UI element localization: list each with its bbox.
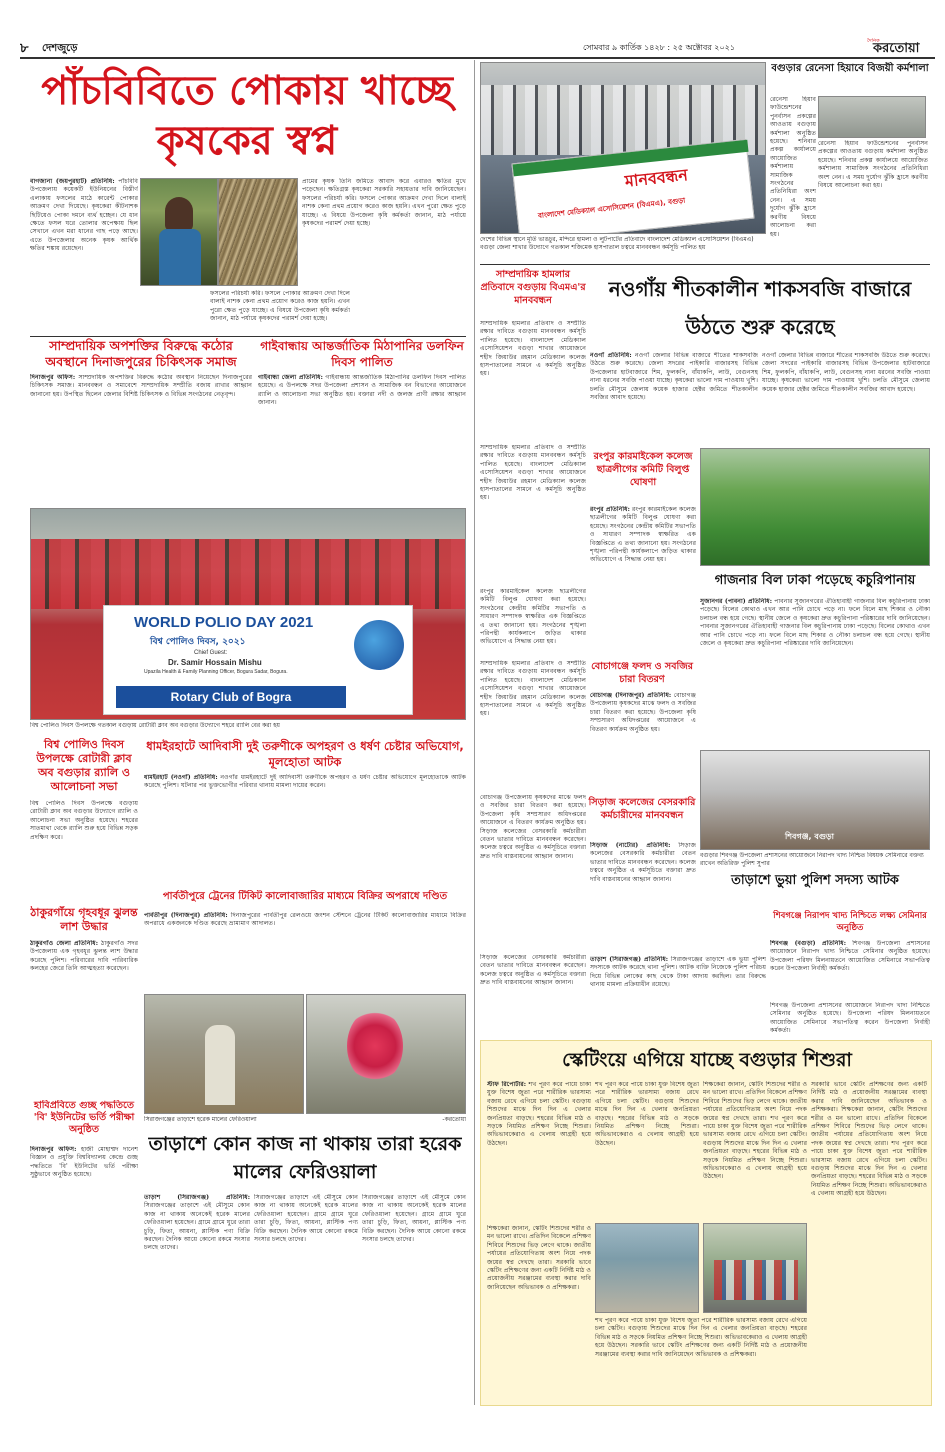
paragraph: পাবনার সুজানগরের ঐতিহ্যবাহী গাজনার বিল কচুরিপানায় ঢাকা পড়েছে। বিলের কোথাও এখন আর পানি চোখে পড়ে না। ফলে বিলে মাছ শিকার ও নৌকা চলাচল বন্ধ হয়ে গেছে। স্থানীয় জেলে ও কৃষকেরা দ্রুত কচুরিপানা পরিষ্কারের দাবি জানিয়েছেন। <box>700 598 930 622</box>
polio-banner-club: Rotary Club of Bogra <box>116 686 346 708</box>
siraj-body-2 <box>480 954 586 1036</box>
paragraph: সিড়াজ কলেজের বেসরকারি কর্মচারীরা বেতন ভাতার দাবিতে মানববন্ধন করেছেন। কলেজ চত্বরে অনুষ্ঠিত এ কর্মসূচিতে বক্তারা দ্রুত দাবি বাস্তবায়নের আহ্বান জানান। <box>480 954 586 987</box>
dateline: সিড়াজ (নাটোর) প্রতিনিধি: <box>590 842 671 849</box>
bma-body <box>480 320 586 440</box>
paragraph: শিবগঞ্জ উপজেলা প্রশাসনের আয়োজনে নিরাপদ খাদ্য নিশ্চিতে সেমিনার অনুষ্ঠিত হয়েছে। উপজেলা পরিষদ মিলনায়তনে আয়োজিত সেমিনারে সভাপতিত্ব করেন উপজেলা নির্বাহী কর্মকর্তা। <box>770 1002 930 1035</box>
photo-damaged-rice <box>218 178 298 286</box>
paragraph: সাম্প্রদায়িক অপশক্তির বিরুদ্ধে কঠোর অবস্থান নিয়েছেন দিনাজপুরের চিকিৎসক সমাজ। মানববন্ধন ও সমাবেশে সাম্প্রদায়িক সম্প্রীতি বজায় রাখার আহ্বান জানানো হয়। উপস্থিত ছিলেন জেলার বিশিষ্ট চিকিৎসক ও বিভিন্ন সংগঠনের নেতৃবৃন্দ। <box>30 374 252 398</box>
headline-siraj: সিড়াজ কলেজের বেসরকারি কর্মচারীদের মানববন্ধন <box>588 797 696 821</box>
dateline: রংপুর প্রতিনিধি: <box>590 506 630 513</box>
paragraph: নওগাঁ জেলার বিভিন্ন বাজারে শীতের শাকসবজি উঠতে শুরু করেছে। জেলা সদরের পাইকারি বাজারসহ বিভিন্ন উপজেলার হাটবাজারে শিম, ফুলকপি, বাঁধাকপি, লাউ, বেগুনসহ নানা ধরনের সবজি পাওয়া যাচ্ছে। কৃষকেরা ভালো দাম পাওয়ায় খুশি। চলতি মৌসুমে জেলায় কয়েক হাজার হেক্টর জমিতে শীতকালীন সবজির আবাদ হয়েছে। <box>590 352 758 402</box>
dateline: পার্বতীপুর (দিনাজপুর) প্রতিনিধি: <box>144 912 228 919</box>
dateline: গাইবান্ধা জেলা প্রতিনিধি: <box>258 374 323 381</box>
photo-hawker-1 <box>144 994 304 1114</box>
headline-bochaganj: বোচাগঞ্জে ফলদ ও সবজির চারা বিতরণ <box>591 661 693 685</box>
photo-renaissance <box>818 96 926 138</box>
paragraph: সিরাজগঞ্জের তাড়াশে এই মৌসুমে কোন কাজ না থাকায় অনেকেই হরেক মালের ফেরিওয়ালা হয়েছেন। গ্রামে গ্রামে ঘুরে তারা চুড়ি, ফিতা, আয়না, প্লাস্টিক পণ্য বিক্রি করছেন। দৈনিক আয়ে কোনো রকমে সংসার চলছে তাদের। <box>254 1194 358 1244</box>
dinajpur-body <box>30 374 252 504</box>
paragraph: রংপুর কারমাইকেল কলেজ ছাত্রলীগের কমিটি বিলুপ্ত ঘোষণা করা হয়েছে। সংগঠনের কেন্দ্রীয় কমিটির সভাপতি ও সাধারণ সম্পাদক স্বাক্ষরিত এক বিজ্ঞপ্তিতে এ তথ্য জানানো হয়। সংগঠনের শৃঙ্খলা পরিপন্থী কার্যকলাপে জড়িত থাকার অভিযোগে এ সিদ্ধান্ত নেয়া হয়। <box>590 506 696 564</box>
paragraph: নওগাঁর ধামইরহাটে দুই আদিবাসী তরুণীকে অপহরণ ও ধর্ষণ চেষ্টার অভিযোগে মূলহোতাকে আটক করেছে পুলিশ। ঘটনার পর ভুক্তভোগীর পরিবার থানায় মামলা দায়ের করেন। <box>144 774 466 790</box>
dateline: ঠাকুরগাঁও জেলা প্রতিনিধি: <box>30 940 99 947</box>
tarash-hawker-body <box>144 1194 250 1404</box>
photo-skating-1 <box>595 1223 699 1313</box>
paragraph: বোচাগঞ্জ উপজেলায় কৃষকদের মাঝে ফলদ ও সবজির চারা বিতরণ করা হয়েছে। উপজেলা কৃষি সম্প্রসারণ অধিদপ্তরের আয়োজনে এ বিতরণ কার্যক্রম অনুষ্ঠিত হয়। <box>590 692 696 733</box>
gaibandha-body <box>258 374 466 504</box>
skating-body-3 <box>703 1081 807 1221</box>
paragraph: পাবনার সুজানগরের ঐতিহ্যবাহী গাজনার বিল কচুরিপানায় ঢাকা পড়েছে। বিলের কোথাও এখন আর পানি চোখে পড়ে না। ফলে বিলে মাছ শিকার ও নৌকা চলাচল বন্ধ হয়ে গেছে। স্থানীয় জেলে ও কৃষকেরা দ্রুত কচুরিপানা পরিষ্কারের দাবি জানিয়েছেন। <box>700 623 930 648</box>
paragraph: সরকারি ভাবে স্কেটিং প্রশিক্ষণের জন্য একটি নির্দিষ্ট মাঠ ও প্রয়োজনীয় সরঞ্জামের ব্যবস্থা করার দাবি জানিয়েছেন অভিভাবক ও প্রশিক্ষকরা। <box>487 1258 591 1291</box>
paragraph: সিড়াজ কলেজের বেসরকারি কর্মচারীরা বেতন ভাতার দাবিতে মানববন্ধন করেছেন। কলেজ চত্বরে অনুষ্ঠিত এ কর্মসূচিতে বক্তারা দ্রুত দাবি বাস্তবায়নের আহ্বান জানান। <box>590 842 696 883</box>
skating-box <box>480 1040 932 1406</box>
paragraph: শিক্ষকেরা জানান, স্কেটিং শিশুদের শরীর ও মন ভালো রাখে। প্রতিদিন বিকেলে প্রশিক্ষণ শিবিরে শিশুদের ভিড় লেগে থাকে। জাতীয় পর্যায়ের প্রতিযোগিতায় অংশ নিয়ে পদক জয়ের স্বপ্ন দেখছে তারা। <box>811 1106 927 1147</box>
paper-logo: করতোয়া <box>873 41 920 56</box>
dateline: সুজানগর (পাবনা) প্রতিনিধি: <box>700 598 773 605</box>
headline-bma: সাম্প্রদায়িক হামলার প্রতিবাদে বগুড়ায় বিএমএ'র মানববন্ধন <box>480 269 586 306</box>
naogaon-body-2 <box>762 352 930 444</box>
photo-gajnar-beel <box>700 448 930 566</box>
headline-thakurgaon: ঠাকুরগাঁয়ে গৃহবধূর ঝুলন্ত লাশ উদ্ধার <box>30 906 138 933</box>
headline-gajnar: গাজনার বিল ঢাকা পড়েছে কচুরিপানায় <box>714 573 916 588</box>
siraj-body <box>590 842 696 952</box>
paragraph: গাইবান্ধায় আন্তর্জাতিক মিঠাপানির ডলফিন দিবস পালিত হয়েছে। এ উপলক্ষে সদর উপজেলা প্রশাসন ও সামাজিক বন বিভাগের আয়োজনে র‍্যালি ও আলোচনা সভা অনুষ্ঠিত হয়। বক্তারা নদী ও জলজ প্রাণী রক্ষার আহ্বান জানান। <box>258 374 466 407</box>
polio-banner-title: WORLD POLIO DAY 2021 <box>134 614 314 631</box>
masthead-rule <box>20 57 935 59</box>
paragraph: সাম্প্রদায়িক হামলার প্রতিবাদ ও সম্প্রীতি রক্ষার দাবিতে বগুড়ায় মানববন্ধন কর্মসূচি পালিত হয়েছে। বাংলাদেশ মেডিক্যাল এসোসিয়েশন বগুড়া শাখার আয়োজনে শহীদ জিয়াউর রহমান মেডিক্যাল কলেজ হাসপাতালের সামনে এ কর্মসূচি অনুষ্ঠিত হয়। <box>480 444 586 502</box>
page-number: ৮ <box>20 41 29 56</box>
paragraph: সিরাজগঞ্জের তাড়াশে এই মৌসুমে কোন কাজ না থাকায় অনেকেই হরেক মালের ফেরিওয়ালা হয়েছেন। গ্রামে গ্রামে ঘুরে তারা চুড়ি, ফিতা, আয়না, প্লাস্টিক পণ্য বিক্রি করছেন। দৈনিক আয়ে কোনো রকমে সংসার চলছে তাদের। <box>362 1194 466 1244</box>
pachbibi-body-3 <box>302 178 466 334</box>
pachbibi-body <box>30 178 138 302</box>
polio-banner-chief: Chief Guest: <box>194 650 228 656</box>
dateline: দিনাজপুর অফিস: <box>30 374 76 381</box>
paragraph: রেনেসা হিয়াব ফাউন্ডেশনের পুনর্বাসন প্রকল্পের আওতায় বগুড়ায় কর্মশালা অনুষ্ঠিত হয়েছে। শনিবার প্রকল্প কার্যালয়ে আয়োজিত কর্মশালায় সামাজিক সংগঠনের প্রতিনিধিরা অংশ নেন। এ সময় দুর্যোগ ঝুঁকি হ্রাসে করণীয় বিষয়ে আলোচনা করা হয়। <box>818 140 928 190</box>
dateline: ধামইরহাট (নওগাঁ) প্রতিনিধি: <box>144 774 218 781</box>
paragraph: সিরাজগঞ্জের তাড়াশে এই মৌসুমে কোন কাজ না থাকায় অনেকেই হরেক মালের ফেরিওয়ালা হয়েছেন। গ্রামে গ্রামে ঘুরে তারা চুড়ি, ফিতা, আয়না, প্লাস্টিক পণ্য বিক্রি করছেন। দৈনিক আয়ে কোনো রকমে সংসার চলছে তাদের। <box>144 1202 250 1252</box>
divider <box>30 336 466 337</box>
paragraph: শিক্ষকেরা জানান, স্কেটিং শিশুদের শরীর ও মন ভালো রাখে। প্রতিদিন বিকেলে প্রশিক্ষণ শিবিরে শিশুদের ভিড় লেগে থাকে। জাতীয় পর্যায়ের প্রতিযোগিতায় অংশ নিয়ে পদক জয়ের স্বপ্ন দেখছে তারা। <box>703 1081 807 1122</box>
paragraph: শিক্ষকেরা জানান, স্কেটিং শিশুদের শরীর ও মন ভালো রাখে। প্রতিদিন বিকেলে প্রশিক্ষণ শিবিরে শিশুদের ভিড় লেগে থাকে। জাতীয় পর্যায়ের প্রতিযোগিতায় অংশ নিয়ে পদক জয়ের স্বপ্ন দেখছে তারা। <box>487 1225 591 1266</box>
tarash-hawker-body-2 <box>254 1194 358 1404</box>
shibganj-body-2 <box>770 1002 930 1036</box>
photo-shibganj-seminar <box>700 750 930 850</box>
paragraph: সাম্প্রদায়িক হামলার প্রতিবাদ ও সম্প্রীতি রক্ষার দাবিতে বগুড়ায় মানববন্ধন কর্মসূচি পালিত হয়েছে। বাংলাদেশ মেডিক্যাল এসোসিয়েশন বগুড়া শাখার আয়োজনে শহীদ জিয়াউর রহমান মেডিক্যাল কলেজ হাসপাতালের সামনে এ কর্মসূচি অনুষ্ঠিত হয়। <box>480 320 586 378</box>
headline-parbatipur: পার্বতীপুরে ট্রেনের টিকিট কালোবাজারির মাধ্যমে বিক্রির অপরাধে দণ্ডিত <box>162 891 448 902</box>
dateline: বোচাগঞ্জ (দিনাজপুর) প্রতিনিধি: <box>590 692 672 699</box>
hajee-body <box>30 1146 138 1406</box>
masthead <box>20 38 935 56</box>
naogaon-body <box>590 352 758 444</box>
paragraph: নওগাঁ জেলার বিভিন্ন বাজারে শীতের শাকসবজি উঠতে শুরু করেছে। জেলা সদরের পাইকারি বাজারসহ বিভিন্ন উপজেলার হাটবাজারে শিম, ফুলকপি, বাঁধাকপি, লাউ, বেগুনসহ নানা ধরনের সবজি পাওয়া যাচ্ছে। কৃষকেরা ভালো দাম পাওয়ায় খুশি। চলতি মৌসুমে জেলায় কয়েক হাজার হেক্টর জমিতে শীতকালীন সবজির আবাদ হয়েছে। <box>762 352 930 393</box>
headline-rangpur: রংপুর কারমাইকেল কলেজ ছাত্রলীগের কমিটি বিলুপ্ত ঘোষণা <box>593 451 693 488</box>
thakurgaon-body <box>30 940 138 1100</box>
globe-icon <box>354 620 404 670</box>
bma-photo-caption: দেশের বিভিন্ন স্থানে মূর্তি ভাঙচুর, মন্দিরে হামলা ও লুটপাটের প্রতিবাদে বাংলাদেশ মেডিক্যাল এসোসিয়েশন (বিএমএ) বগুড়া জেলা শাখার উদ্যোগে গতকাল শজিমেক হাসপাতাল চত্বরে মানববন্ধন কর্মসূচি পালিত হয় <box>480 236 754 251</box>
bma-body-3 <box>480 660 586 790</box>
tarash-police-body <box>590 956 766 1036</box>
dateline: স্টাফ রিপোর্টার: <box>487 1081 527 1088</box>
headline-dhamoirhat: ধামইরহাটে আদিবাসী দুই তরুণীকে অপহরণ ও ধর্ষণ চেষ্টার অভিযোগ, মূলহোতা আটক <box>146 739 464 769</box>
shibganj-photo-caption: বগুড়ার শিবগঞ্জ উপজেলা প্রশাসনের আয়োজনে নিরাপদ খাদ্য নিশ্চিত বিষয়ক সেমিনারে বক্তব্য রাখেন অতিরিক্ত পুলিশ সুপার <box>700 852 924 867</box>
headline-shibganj: শিবগঞ্জে নিরাপদ খাদ্য নিশ্চিতে লক্ষ্য সেমিনার অনুষ্ঠিত <box>773 911 927 933</box>
headline-gaibandha: গাইবান্ধায় আন্তর্জাতিক মিঠাপানির ডলফিন দিবস পালিত <box>260 339 464 369</box>
paragraph: পাঁচবিবি উপজেলায় কয়েকটি ইউনিয়নের বিস্তীর্ণ এলাকায় ফসলের মাঠে কারেন্ট পোকার আক্রমণ দেখা দিয়েছে। কৃষকেরা কীটনাশক ছিটিয়েও পোকা দমনে ব্যর্থ হচ্ছেন। যে ধান ক্ষেতে ফসল ঘরে তোলার অপেক্ষায় ছিল সেখানে এখন মরা ধানের গাছ পড়ে আছে। এতে উপজেলার অনেক কৃষক আর্থিক ক্ষতির শঙ্কায় রয়েছেন। <box>30 178 138 253</box>
dateline: দিনাজপুর অফিস: <box>30 1146 77 1153</box>
paragraph: শখ পূরণ করে পায়ে চাকা যুক্ত বিশেষ জুতা পরে শারীরিক ভারসাম্য বজায় রেখে এগিয়ে চলা স্কেটিং। বগুড়ায় শিশুদের মাঝে দিন দিন এ খেলার জনপ্রিয়তা বাড়ছে। শহরের বিভিন্ন মাঠ ও সড়কে নিয়মিত প্রশিক্ষণ নিচ্ছে শিশুরা। অভিভাবকেরাও এ খেলায় আগ্রহী হয়ে উঠছেন। <box>487 1081 591 1147</box>
paragraph: দিনাজপুরের পার্বতীপুর রেলওয়ে জংশন স্টেশনে ট্রেনের টিকিট কালোবাজারির মাধ্যমে বিক্রির অপরাধে একজনকে দণ্ডিত করেছে ভ্রাম্যমাণ আদালত। <box>144 912 466 928</box>
paragraph: শখ পূরণ করে পায়ে চাকা যুক্ত বিশেষ জুতা পরে শারীরিক ভারসাম্য বজায় রেখে এগিয়ে চলা স্কেটিং। বগুড়ায় শিশুদের মাঝে দিন দিন এ খেলার জনপ্রিয়তা বাড়ছে। শহরের বিভিন্ন মাঠ ও সড়কে নিয়মিত প্রশিক্ষণ নিচ্ছে শিশুরা। অভিভাবকেরাও এ খেলায় আগ্রহী হয়ে উঠছেন। <box>595 1317 807 1350</box>
gajnar-body <box>700 598 930 748</box>
skating-body-6 <box>595 1317 807 1401</box>
paragraph: শখ পূরণ করে পায়ে চাকা যুক্ত বিশেষ জুতা পরে শারীরিক ভারসাম্য বজায় রেখে এগিয়ে চলা স্কেটিং। বগুড়ায় শিশুদের মাঝে দিন দিন এ খেলার জনপ্রিয়তা বাড়ছে। শহরের বিভিন্ন মাঠ ও সড়কে নিয়মিত প্রশিক্ষণ নিচ্ছে শিশুরা। অভিভাবকেরাও এ খেলায় আগ্রহী হয়ে উঠছেন। <box>595 1081 699 1147</box>
parbatipur-body <box>144 912 466 990</box>
paragraph: ঠাকুরগাঁও সদর উপজেলায় এক গৃহবধূর ঝুলন্ত লাশ উদ্ধার করেছে পুলিশ। পরিবারের দাবি পারিবারিক কলহের জেরে তিনি আত্মহত্যা করেছেন। <box>30 940 138 973</box>
dateline: শিবগঞ্জ (বগুড়া) প্রতিনিধি: <box>770 940 846 947</box>
headline-tarash-police: তাড়াশে ভুয়া পুলিশ সদস্য আটক <box>731 873 899 888</box>
paragraph: বিশ্ব পোলিও দিবস উপলক্ষে বগুড়ায় রোটারী ক্লাব অব বগুড়ার উদ্যোগে র‍্যালি ও আলোচনা সভা অনুষ্ঠিত হয়েছে। শহরের সাতমাথা থেকে র‍্যালি শুরু হয়ে বিভিন্ন সড়ক প্রদক্ষিণ করে। <box>30 800 138 841</box>
headline-hajee: হাবিপ্রবিতে গুচ্ছ পদ্ধতিতে 'বি' ইউনিটের ভর্তি পরীক্ষা অনুষ্ঠিত <box>33 1100 135 1135</box>
photo-polio-rally <box>30 508 466 720</box>
flower-garland <box>347 1009 403 1083</box>
headline-skating: স্কেটিংয়ে এগিয়ে যাচ্ছে বগুড়ার শিশুরা <box>562 1049 852 1071</box>
dhamoirhat-body <box>144 774 466 886</box>
skating-body <box>487 1081 591 1221</box>
divider <box>480 264 930 265</box>
polio-photo-caption: বিশ্ব পোলিও দিবস উপলক্ষে গতকাল বগুড়ায় রোটারী ক্লাব অব বগুড়ার উদ্যোগে শহরে র‍্যালি বের করা হয় <box>30 722 280 729</box>
polio-banner-role: Upazila Health & Family Planning Officer, Bogura Sadar, Bogura. <box>144 669 288 675</box>
polio-banner <box>103 605 413 715</box>
paragraph: বোচাগঞ্জ উপজেলায় কৃষকদের মাঝে ফলদ ও সবজির চারা বিতরণ করা হয়েছে। উপজেলা কৃষি সম্প্রসারণ অধিদপ্তরের আয়োজনে এ বিতরণ কার্যক্রম অনুষ্ঠিত হয়। <box>480 794 586 827</box>
paragraph: হাজী মোহাম্মদ দানেশ বিজ্ঞান ও প্রযুক্তি বিশ্ববিদ্যালয় কেন্দ্রে গুচ্ছ পদ্ধতিতে 'বি' ইউনিটের ভর্তি পরীক্ষা সুষ্ঠুভাবে অনুষ্ঠিত হয়েছে। <box>30 1146 138 1179</box>
polio-banner-guest: Dr. Samir Hossain Mishu <box>168 658 262 667</box>
skating-body-5 <box>487 1225 591 1401</box>
section-name: দেশজুড়ে <box>42 43 78 54</box>
dateline: তাড়াশ (সিরাজগঞ্জ) প্রতিনিধি: <box>590 956 669 963</box>
paragraph: শিবগঞ্জ উপজেলা প্রশাসনের আয়োজনে নিরাপদ খাদ্য নিশ্চিতে সেমিনার অনুষ্ঠিত হয়েছে। উপজেলা পরিষদ মিলনায়তনে আয়োজিত সেমিনারে সভাপতিত্ব করেন উপজেলা নির্বাহী কর্মকর্তা। <box>770 940 930 973</box>
renaissance-body <box>770 96 816 262</box>
tarash-hawker-body-3 <box>362 1194 466 1404</box>
bochaganj-body <box>590 692 696 792</box>
headline-naogaon: নওগাঁয় শীতকালীন শাকসবজি বাজারে উঠতে শুরু করেছে <box>608 277 912 339</box>
bma-banner-title: মানববন্ধন <box>623 165 689 191</box>
polio-body <box>30 800 138 904</box>
skating-body-2 <box>595 1081 699 1221</box>
photo-hawker-2 <box>306 994 466 1114</box>
photo-farmer <box>140 178 218 286</box>
paper-prefix: দৈনিক <box>867 38 880 44</box>
bma-body-2 <box>480 444 586 584</box>
hawker-photo-credit: -করতোয়া <box>442 1116 466 1123</box>
headline-pachbibi: পাঁচবিবিতে পোকায় খাচ্ছে কৃষকের স্বপ্ন <box>41 68 453 164</box>
dateline: বাগজানা (জয়পুরহাট) প্রতিনিধি: <box>30 178 115 185</box>
rangpur-body <box>590 506 696 656</box>
bma-banner-sub: বাংলাদেশ মেডিক্যাল এসোসিয়েশন (বিএমএ), বগুড়া <box>537 196 686 221</box>
paragraph: প্রামের কৃষক তিনি জমিতে আবাদ করে এবারও ক্ষতির মুখে পড়েছেন। ক্ষতিগ্রস্ত কৃষকেরা সরকারি সহায়তার দাবি জানিয়েছেন। <box>302 178 466 194</box>
rangpur-body-2 <box>480 588 586 656</box>
shibganj-body <box>770 940 930 1000</box>
headline-tarash-hawker: তাড়াশে কোন কাজ না থাকায় তারা হরেক মালের ফেরিওয়ালা <box>148 1133 462 1183</box>
issue-date: সোমবার ৯ কার্তিক ১৪২৮ : ২৫ অক্টোবর ২০২১ <box>583 43 736 52</box>
bochaganj-body-2 <box>480 794 586 950</box>
paragraph: ফসলের পরিচর্যা করি। ফসলে পোকার আক্রমণ দেখা দিলে বালাই নাশক কেনা প্রথম প্রয়োগ করেও কাজ হয়নি। এখন পুরো ক্ষেত পুড়ে যাচ্ছে। এ বিষয়ে উপজেলা কৃষি কর্মকর্তা জানান, মাঠ পর্যায়ে কৃষকদের পরামর্শ দেয়া হচ্ছে। <box>210 290 350 323</box>
hawker-photo-caption: সিরাজগঞ্জের তাড়াশে হরেক মালের ফেরিওয়ালা <box>144 1116 257 1123</box>
polio-banner-bangla: বিশ্ব পোলিও দিবস, ২০২১ <box>150 637 246 647</box>
paragraph: সরকারি ভাবে স্কেটিং প্রশিক্ষণের জন্য একটি নির্দিষ্ট মাঠ ও প্রয়োজনীয় সরঞ্জামের ব্যবস্থা করার দাবি জানিয়েছেন অভিভাবক ও প্রশিক্ষকরা। <box>811 1081 927 1114</box>
paragraph: সাম্প্রদায়িক হামলার প্রতিবাদ ও সম্প্রীতি রক্ষার দাবিতে বগুড়ায় মানববন্ধন কর্মসূচি পালিত হয়েছে। বাংলাদেশ মেডিক্যাল এসোসিয়েশন বগুড়া শাখার আয়োজনে শহীদ জিয়াউর রহমান মেডিক্যাল কলেজ হাসপাতালের সামনে এ কর্মসূচি অনুষ্ঠিত হয়। <box>480 660 586 718</box>
photo-bma-human-chain <box>480 62 766 234</box>
paragraph: রেনেসা হিয়াব ফাউন্ডেশনের পুনর্বাসন প্রকল্পের আওতায় বগুড়ায় কর্মশালা অনুষ্ঠিত হয়েছে। শনিবার প্রকল্প কার্যালয়ে আয়োজিত কর্মশালায় সামাজিক সংগঠনের প্রতিনিধিরা অংশ নেন। এ সময় দুর্যোগ ঝুঁকি হ্রাসে করণীয় বিষয়ে আলোচনা করা হয়। <box>770 96 816 238</box>
column-divider <box>474 60 475 1405</box>
headline-polio: বিশ্ব পোলিও দিবস উপলক্ষে রোটারী ক্লাব অব বগুড়ার র‍্যালি ও আলোচনা সভা <box>36 738 132 793</box>
dateline: নওগাঁ প্রতিনিধি: <box>590 352 632 359</box>
paragraph: শখ পূরণ করে পায়ে চাকা যুক্ত বিশেষ জুতা পরে শারীরিক ভারসাম্য বজায় রেখে এগিয়ে চলা স্কেটিং। বগুড়ায় শিশুদের মাঝে দিন দিন এ খেলার জনপ্রিয়তা বাড়ছে। শহরের বিভিন্ন মাঠ ও সড়কে নিয়মিত প্রশিক্ষণ নিচ্ছে শিশুরা। অভিভাবকেরাও এ খেলায় আগ্রহী হয়ে উঠছেন। <box>703 1114 807 1181</box>
headline-dinajpur: সাম্প্রদায়িক অপশক্তির বিরুদ্ধে কঠোর অবস্থানে দিনাজপুরের চিকিৎসক সমাজ <box>45 338 237 369</box>
dateline: তাড়াশ (সিরাজগঞ্জ) প্রতিনিধি: <box>144 1194 250 1201</box>
photo-skating-2 <box>703 1223 807 1313</box>
paragraph: সিড়াজ কলেজের বেসরকারি কর্মচারীরা বেতন ভাতার দাবিতে মানববন্ধন করেছেন। কলেজ চত্বরে অনুষ্ঠিত এ কর্মসূচিতে বক্তারা দ্রুত দাবি বাস্তবায়নের আহ্বান জানান। <box>480 827 586 860</box>
photo-label: শিবগঞ্জ, বগুড়া <box>785 832 834 841</box>
paragraph: রংপুর কারমাইকেল কলেজ ছাত্রলীগের কমিটি বিলুপ্ত ঘোষণা করা হয়েছে। সংগঠনের কেন্দ্রীয় কমিটির সভাপতি ও সাধারণ সম্পাদক স্বাক্ষরিত এক বিজ্ঞপ্তিতে এ তথ্য জানানো হয়। সংগঠনের শৃঙ্খলা পরিপন্থী কার্যকলাপে জড়িত থাকার অভিযোগে এ সিদ্ধান্ত নেয়া হয়। <box>480 588 586 646</box>
paragraph: সিরাজগঞ্জের তাড়াশে এক ভুয়া পুলিশ সদস্যকে আটক করেছে থানা পুলিশ। আটক ব্যক্তি নিজেকে পুলিশ পরিচয় দিয়ে বিভিন্ন লোকের কাছ থেকে টাকা আদায় করছিল। তার বিরুদ্ধে থানায় মামলা প্রক্রিয়াধীন রয়েছে। <box>590 956 766 989</box>
paragraph: সরকারি ভাবে স্কেটিং প্রশিক্ষণের জন্য একটি নির্দিষ্ট মাঠ ও প্রয়োজনীয় সরঞ্জামের ব্যবস্থা করার দাবি জানিয়েছেন অভিভাবক ও প্রশিক্ষকরা। <box>595 1342 807 1358</box>
paragraph: ফসলের পরিচর্যা করি। ফসলে পোকার আক্রমণ দেখা দিলে বালাই নাশক কেনা প্রথম প্রয়োগ করেও কাজ হয়নি। এখন পুরো ক্ষেত পুড়ে যাচ্ছে। এ বিষয়ে উপজেলা কৃষি কর্মকর্তা জানান, মাঠ পর্যায়ে কৃষকদের পরামর্শ দেয়া হচ্ছে। <box>302 194 466 228</box>
paragraph: শখ পূরণ করে পায়ে চাকা যুক্ত বিশেষ জুতা পরে শারীরিক ভারসাম্য বজায় রেখে এগিয়ে চলা স্কেটিং। বগুড়ায় শিশুদের মাঝে দিন দিন এ খেলার জনপ্রিয়তা বাড়ছে। শহরের বিভিন্ন মাঠ ও সড়কে নিয়মিত প্রশিক্ষণ নিচ্ছে শিশুরা। অভিভাবকেরাও এ খেলায় আগ্রহী হয়ে উঠছেন। <box>811 1139 927 1198</box>
renaissance-body-2 <box>818 140 928 262</box>
headline-renaissance: বগুড়ার রেনেসা হিয়াবে বিজয়ী কর্মশালা <box>771 63 929 74</box>
crowd <box>31 539 466 609</box>
skating-body-4 <box>811 1081 927 1401</box>
